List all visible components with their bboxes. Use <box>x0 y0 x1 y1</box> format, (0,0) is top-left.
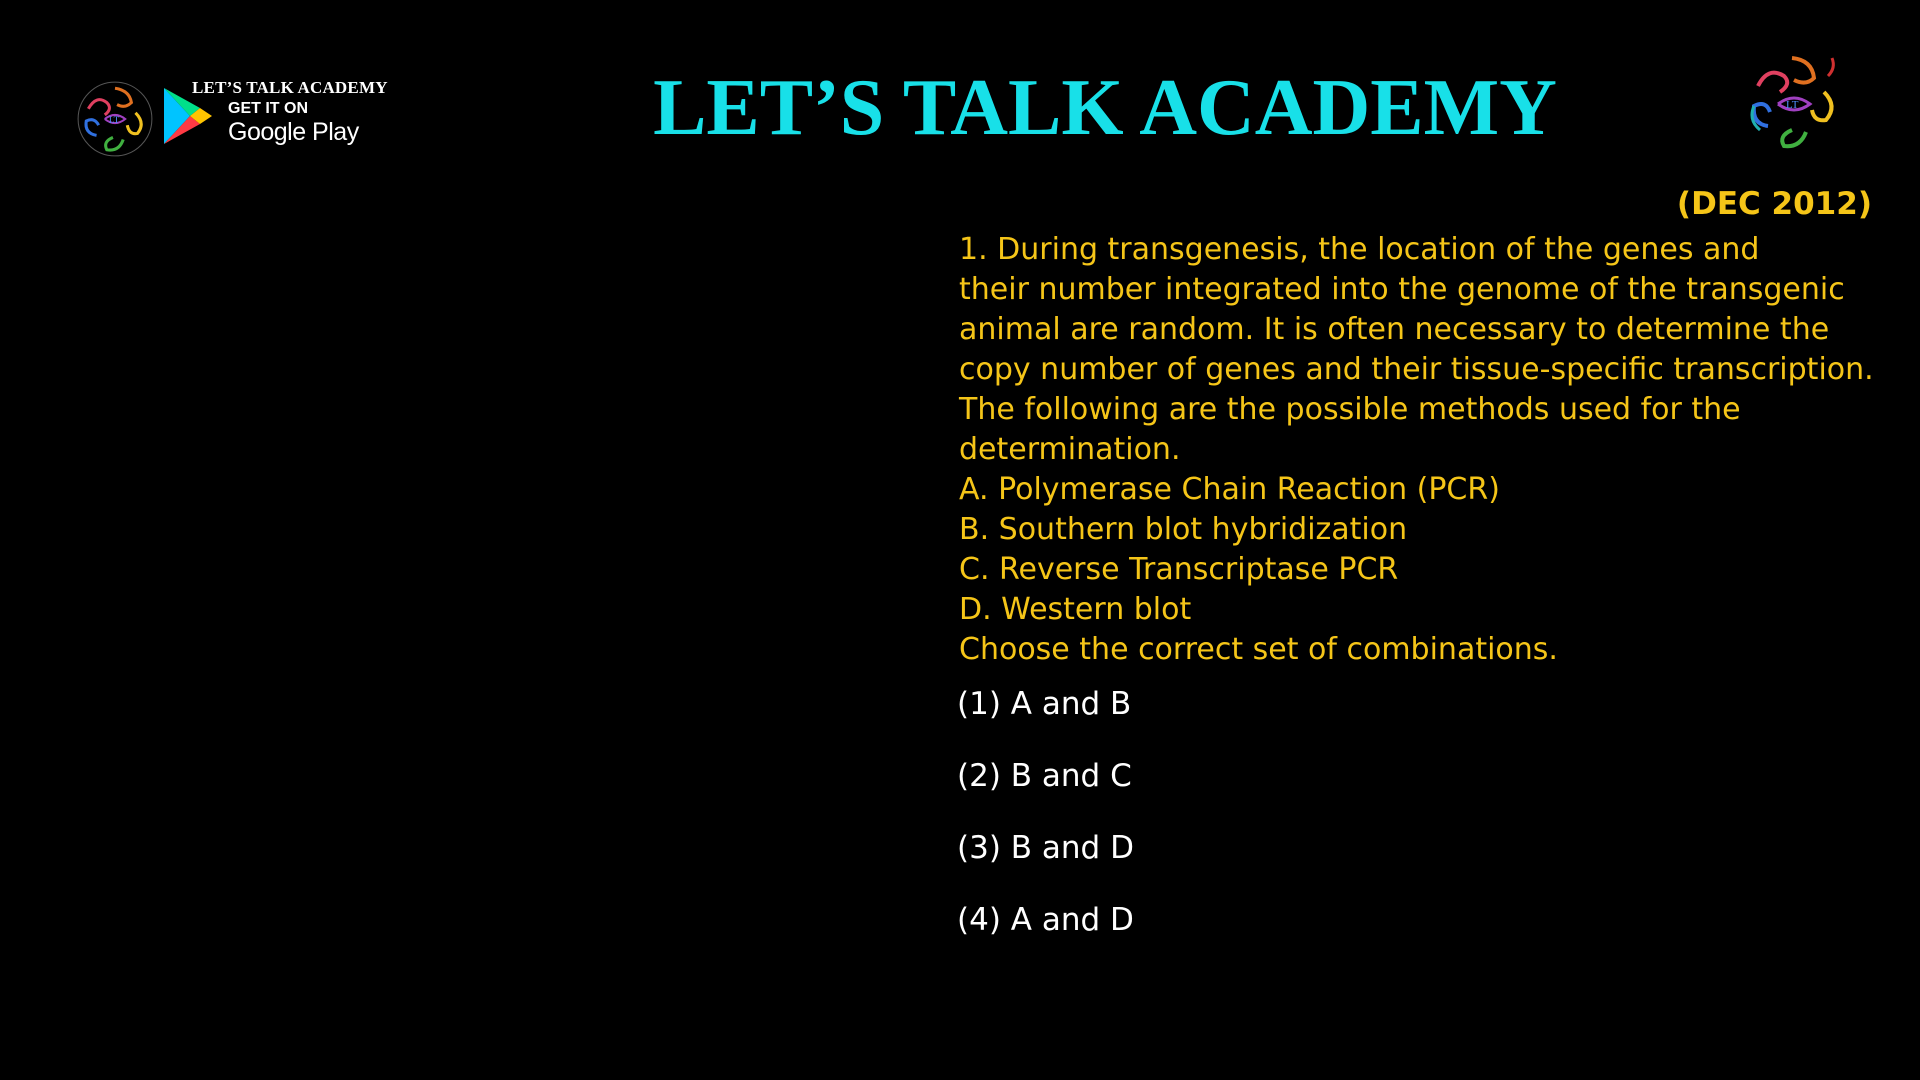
question-line: animal are random. It is often necessary to determine the <box>959 312 1830 347</box>
question-line: their number integrated into the genome of the transgenic <box>959 272 1845 307</box>
question-instruction: Choose the correct set of combinations. <box>959 632 1558 667</box>
method-option-a: A. Polymerase Chain Reaction (PCR) <box>959 472 1500 507</box>
page-title: LET’S TALK ACADEMY <box>653 64 1557 152</box>
answer-option-1[interactable]: (1) A and B <box>957 686 1132 722</box>
question-line: copy number of genes and their tissue-specific transcription. <box>959 352 1874 387</box>
badge-get-it-on-label: GET IT ON <box>228 100 308 117</box>
svg-text:LT: LT <box>108 115 120 126</box>
method-option-b: B. Southern blot hybridization <box>959 512 1408 547</box>
method-option-d: D. Western blot <box>959 592 1192 627</box>
question-line: determination. <box>959 432 1181 467</box>
protein-logo-icon <box>1738 46 1852 160</box>
method-option-c: C. Reverse Transcriptase PCR <box>959 552 1399 587</box>
answer-option-3[interactable]: (3) B and D <box>957 830 1134 866</box>
badge-academy-label: LET’S TALK ACADEMY <box>192 78 388 97</box>
google-play-badge[interactable] <box>74 74 414 160</box>
answer-option-4[interactable]: (4) A and D <box>957 902 1134 938</box>
answer-option-2[interactable]: (2) B and C <box>957 758 1132 794</box>
question-line: 1. During transgenesis, the location of the genes and <box>959 232 1760 267</box>
badge-store-label: Google Play <box>228 118 359 146</box>
exam-tag: (DEC 2012) <box>1676 186 1872 222</box>
question-line: The following are the possible methods used for the <box>959 392 1741 427</box>
svg-text:LT: LT <box>1786 99 1799 111</box>
question-text <box>959 230 1899 670</box>
protein-logo-icon <box>74 78 156 160</box>
answer-options <box>957 680 1134 968</box>
